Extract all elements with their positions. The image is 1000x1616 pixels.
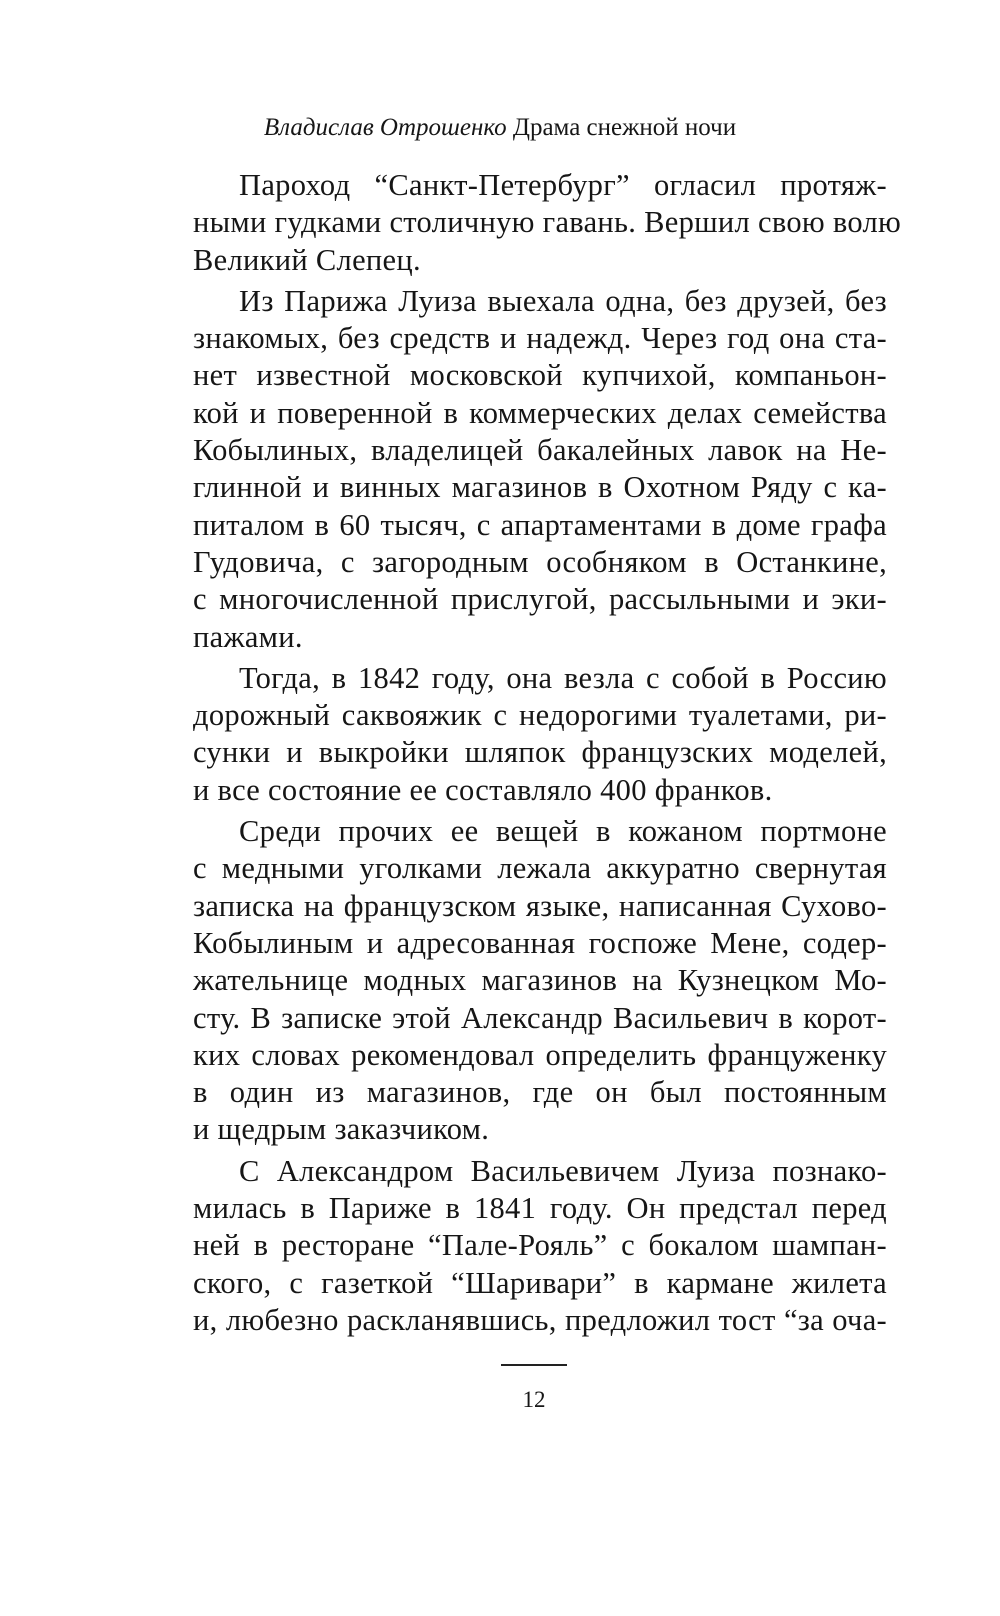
text-line: кой и поверенной в коммерческих делах семейства	[193, 395, 887, 430]
page-number: 12	[522, 1387, 546, 1412]
text-line: глинной и винных магазинов в Охотном Ряду с ка-	[193, 470, 887, 505]
text-line: с медными уголками лежала аккуратно свернутая	[193, 851, 887, 886]
text-line: и щедрым заказчиком.	[193, 1112, 490, 1147]
text-line: дорожный саквояжик с недорогими туалетами, ри-	[193, 698, 887, 733]
text-line: в один из магазинов, где он был постоянным	[193, 1075, 887, 1110]
text-line: и, любезно раскланявшись, предложил тост “за оча-	[193, 1302, 887, 1337]
paragraph	[193, 813, 887, 1149]
text-line: Гудовича, с загородным особняком в Останкине,	[193, 544, 887, 579]
text-line: С Александром Васильевичем Луиза познако-	[239, 1153, 887, 1188]
text-line: ского, с газеткой “Шаривари” в кармане жилета	[193, 1265, 887, 1300]
text-line: нет известной московской купчихой, компаньон-	[193, 358, 887, 393]
text-line: милась в Париже в 1841 году. Он предстал перед	[193, 1191, 887, 1226]
header-author: Владислав Отрошенко	[263, 114, 507, 141]
text-line: Пароход “Санкт-Петербург” огласил протяж-	[239, 168, 887, 202]
text-line: питалом в 60 тысяч, с апартаментами в доме графа	[193, 507, 887, 542]
text-line: и все состояние ее составляло 400 франков.	[193, 772, 773, 807]
text-line: Великий Слепец.	[193, 242, 421, 277]
text-line: сунки и выкройки шляпок французских моделей,	[193, 735, 887, 770]
paragraph	[193, 1153, 887, 1339]
text-line: ней в ресторане “Пале-Рояль” с бокалом шампан-	[193, 1228, 887, 1263]
text-line: записка на французском языке, написанная Сухово-	[193, 888, 887, 923]
text-line: Из Парижа Луиза выехала одна, без друзей, без	[239, 283, 887, 318]
text-line: Среди прочих ее вещей в кожаном портмоне	[239, 814, 887, 849]
body-text	[193, 167, 902, 1343]
header-title: Драма снежной ночи	[512, 114, 737, 141]
text-line: жательнице модных магазинов на Кузнецком Мо-	[193, 963, 887, 998]
text-line: ких словах рекомендовал определить француженку	[193, 1037, 887, 1072]
text-line: сту. В записке этой Александр Васильевич в корот-	[193, 1000, 887, 1035]
text-line: Кобылиных, владелицей бакалейных лавок на Не-	[193, 433, 887, 468]
paragraph	[193, 660, 887, 809]
text-line: Тогда, в 1842 году, она везла с собой в Россию	[239, 660, 887, 695]
paragraph	[193, 283, 887, 656]
paragraph	[193, 167, 902, 279]
running-head	[0, 112, 1000, 144]
text-line: пажами.	[193, 619, 303, 654]
text-line: Кобылиным и адресованная госпоже Мене, содер-	[193, 925, 887, 960]
text-line: с многочисленной прислугой, рассыльными и эки-	[193, 582, 887, 617]
text-line: знакомых, без средств и надежд. Через год она ста-	[193, 321, 887, 356]
footer-rule	[501, 1364, 567, 1366]
text-line: ными гудками столичную гавань. Вершил свою волю	[193, 205, 902, 240]
